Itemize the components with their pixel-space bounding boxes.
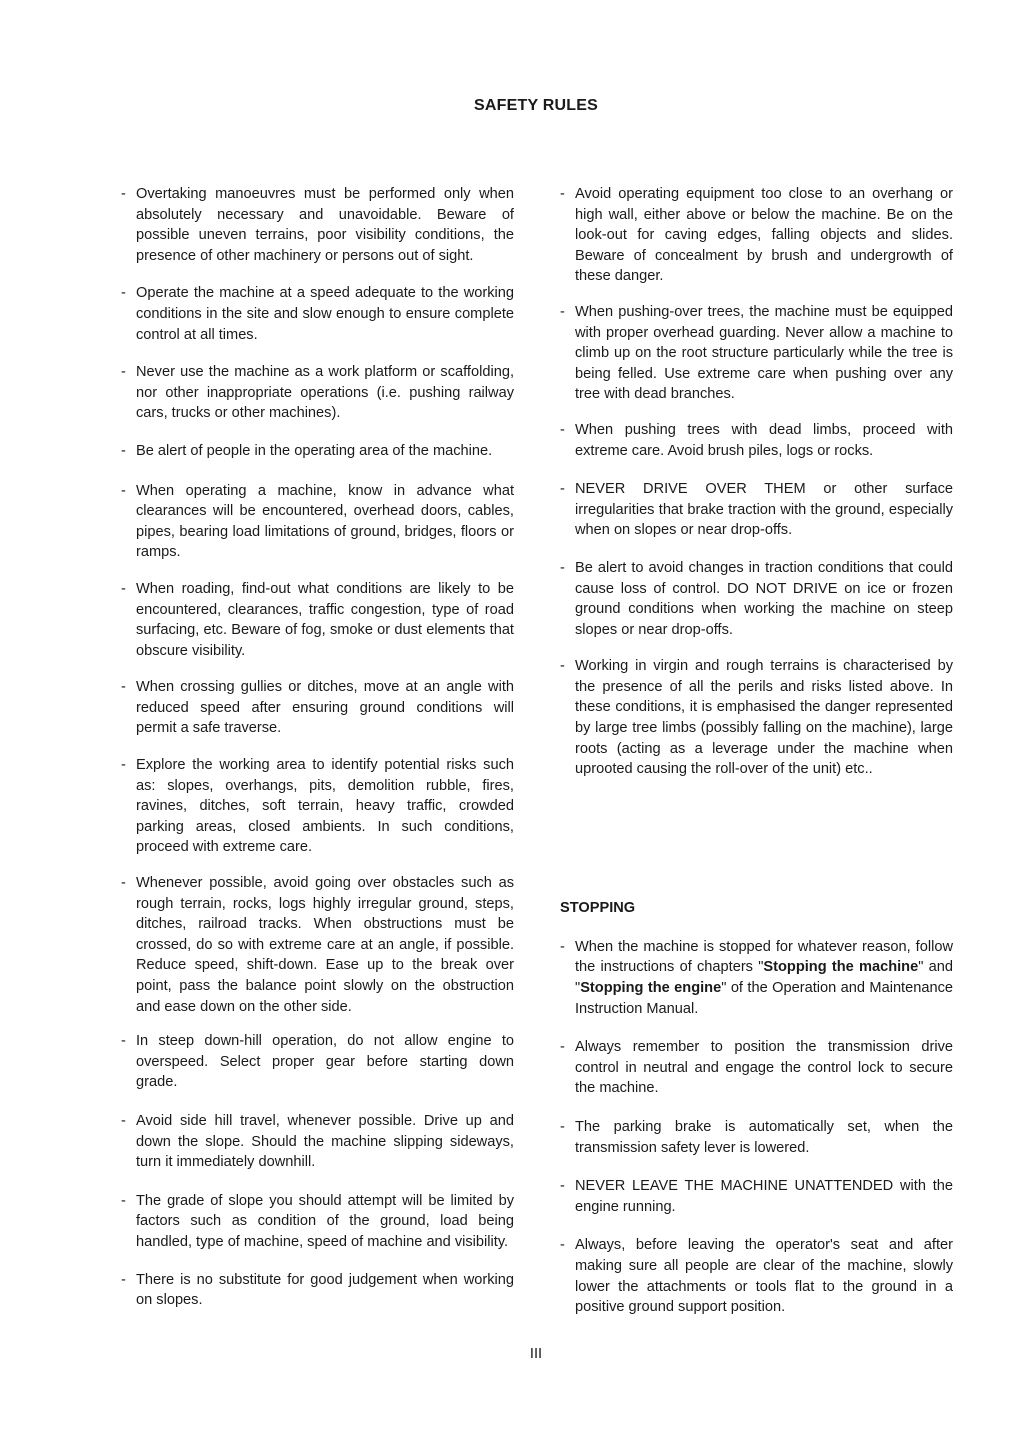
- list-item: - The parking brake is automatically set, when the transmission safety lever is lowered.: [560, 1117, 953, 1158]
- list-item: - NEVER DRIVE OVER THEM or other surface irregularities that brake traction with the ground, especially when on slopes or near drop-offs.: [560, 479, 953, 541]
- list-item: - Overtaking manoeuvres must be performed only when absolutely necessary and unavoidable. Beware of possible uneven terrains, poor visibility conditions, the presence of other machinery or persons out of sight.: [121, 184, 514, 266]
- stopping-text-part: When the machine is stopped for whatever reason, follow the instructions of chapters ": [575, 938, 953, 976]
- list-item: - Always, before leaving the operator's seat and after making sure all people are clear of the machine, slowly lower the attachments or tools flat to the ground in a positive ground support position.: [560, 1235, 953, 1317]
- list-item: - Explore the working area to identify potential risks such as: slopes, overhangs, pits, demolition rubble, fires, ravines, ditches, soft terrain, heavy traffic, crowded parking areas, closed ambients. In such conditions, proceed with extreme care.: [121, 755, 514, 858]
- list-item: - Avoid operating equipment too close to an overhang or high wall, either above or below the machine. Be on the look-out for caving edges, falling objects and slides. Beware of concealment by brush and undergrowth of these danger.: [560, 184, 953, 287]
- list-item: - When roading, find-out what conditions are likely to be encountered, clearances, traffic congestion, type of road surfacing, etc. Beware of fog, smoke or dust elements that obscure visibility.: [121, 579, 514, 661]
- list-item: - Avoid side hill travel, whenever possible. Drive up and down the slope. Should the machine slipping sideways, turn it immediately downhill.: [121, 1111, 514, 1173]
- list-item: - When crossing gullies or ditches, move at an angle with reduced speed after ensuring ground conditions will permit a safe traverse.: [121, 677, 514, 739]
- list-item: - Whenever possible, avoid going over obstacles such as rough terrain, rocks, logs highly irregular ground, steps, ditches, railroad tracks. When obstructions must be crossed, do so with extreme care at an angle, if possible. Reduce speed, shift-down. Ease up to the break over point, pass the balance point slowly on the obstruction and ease down on the other side.: [121, 873, 514, 1017]
- list-item: - Be alert of people in the operating area of the machine.: [121, 441, 514, 462]
- list-item: - Be alert to avoid changes in traction conditions that could cause loss of control. DO NOT DRIVE on ice or frozen ground conditions when working the machine on steep slopes or near drop-offs.: [560, 558, 953, 640]
- stopping-text-part: " of the Operation and Maintenance Instruction Manual.: [575, 980, 953, 1017]
- stopping-heading: STOPPING: [560, 899, 636, 916]
- right-column: [560, 184, 953, 1318]
- list-item: - There is no substitute for good judgement when working on slopes.: [121, 1270, 514, 1311]
- list-item: - Operate the machine at a speed adequate to the working conditions in the site and slow enough to ensure complete control at all times.: [121, 283, 514, 345]
- list-item: - In steep down-hill operation, do not allow engine to overspeed. Select proper gear before starting down grade.: [121, 1031, 514, 1093]
- stopping-engine-chapter-ref: Stopping the engine: [580, 980, 722, 997]
- stopping-text-part: " and ": [575, 959, 953, 997]
- list-item: - When operating a machine, know in advance what clearances will be encountered, overhead doors, cables, pipes, bearing load limitations of ground, bridges, floors or ramps.: [121, 481, 514, 563]
- list-item: - Working in virgin and rough terrains is characterised by the presence of all the perils and risks listed above. In these conditions, it is emphasised the danger represented by large tree limbs (possibly falling on the machine), large roots (acting as a leverage under the machine when uprooted causing the roll-over of the unit) etc..: [560, 656, 953, 780]
- list-item: - The grade of slope you should attempt will be limited by factors such as condition of the ground, load being handled, type of machine, speed of machine and visibility.: [121, 1191, 514, 1253]
- list-item: - When pushing-over trees, the machine must be equipped with proper overhead guarding. Never allow a machine to climb up on the root structure particularly while the tree is being felled. Use extreme care when pushing over any tree with dead branches.: [560, 302, 953, 405]
- stopping-machine-chapter-ref: Stopping the machine: [763, 959, 919, 976]
- page-number: III: [529, 1346, 543, 1362]
- list-item: - NEVER LEAVE THE MACHINE UNATTENDED with the engine running.: [560, 1176, 953, 1217]
- list-item: - When pushing trees with dead limbs, proceed with extreme care. Avoid brush piles, logs or rocks.: [560, 420, 953, 461]
- page-title: SAFETY RULES: [474, 97, 598, 114]
- list-item: - Always remember to position the transmission drive control in neutral and engage the control lock to secure the machine.: [560, 1037, 953, 1099]
- left-column: [121, 184, 514, 1311]
- list-item: [560, 937, 953, 1019]
- list-item: - Never use the machine as a work platform or scaffolding, nor other inappropriate operations (i.e. pushing railway cars, trucks or other machines).: [121, 362, 514, 424]
